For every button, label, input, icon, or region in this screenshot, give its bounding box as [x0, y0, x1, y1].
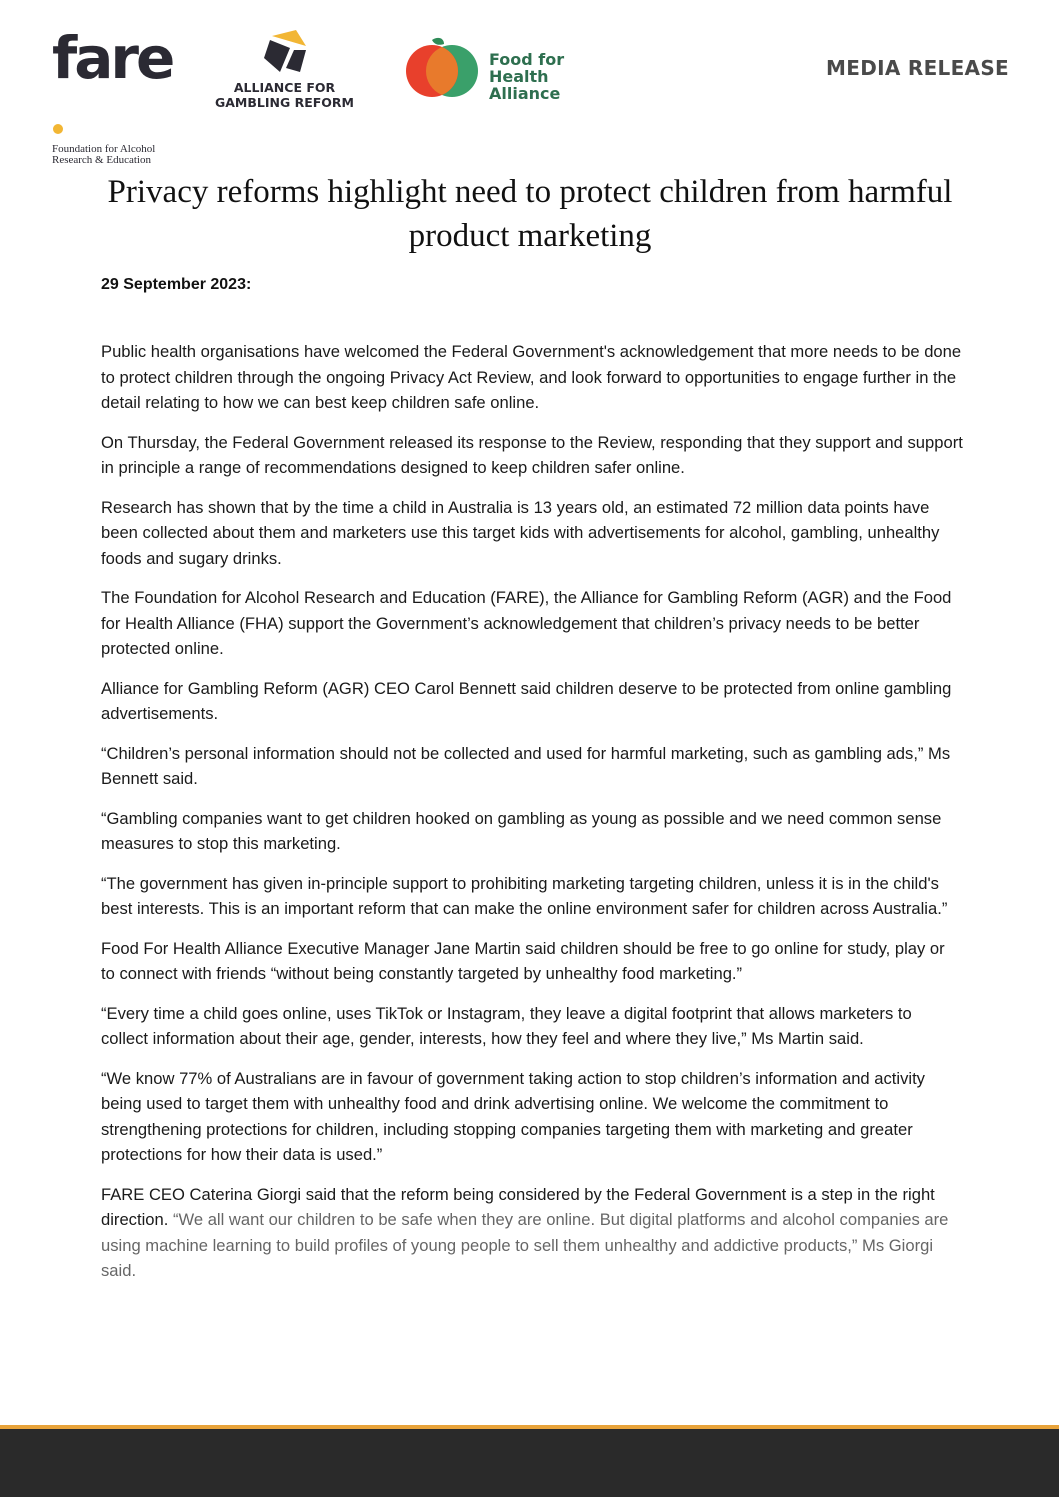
agr-logo — [212, 28, 357, 110]
agr-logo-text: ALLIANCE FOR GAMBLING REFORM — [215, 80, 354, 110]
fha-logo-text: Food for Health Alliance — [489, 50, 565, 103]
media-release-label: MEDIA RELEASE — [826, 56, 1009, 80]
paragraph: Public health organisations have welcomed the Federal Government's acknowledgement that more needs to be done to protect children through the ongoing Privacy Act Review, and look forward to opportunities to engage further in the detail relating to how we can best keep children safe online. — [101, 342, 962, 412]
fha-apple-icon — [404, 34, 484, 104]
paragraph: “We know 77% of Australians are in favour of government taking action to stop children’s information and activity being used to target them with unhealthy food and drink advertising online. We welcome the commitment to strengthening protections for children, including stopping companies targeting them with marketing and greater protections for how their data is used.” — [101, 1068, 925, 1164]
paragraph: “Every time a child goes online, uses TikTok or Instagram, they leave a digital footprint that allows marketers to collect information about their age, gender, interests, how they feel and where they live,” Ms Martin said. — [101, 1003, 912, 1048]
paragraph: On Thursday, the Federal Government released its response to the Review, responding that they support and support in principle a range of recommendations designed to keep children safer online. — [101, 432, 963, 477]
fare-logo-word: fare — [52, 24, 173, 92]
fare-logo — [52, 24, 173, 166]
paragraph: Alliance for Gambling Reform (AGR) CEO Carol Bennett said children deserve to be protected from online gambling advertisements. — [101, 678, 952, 723]
article-body — [101, 339, 963, 1298]
paragraph: Research has shown that by the time a child in Australia is 13 years old, an estimated 72 million data points have been collected about them and marketers use this target kids with advertisements for alcohol, gambling, unhealthy foods and sugary drinks. — [101, 497, 940, 568]
page-title: Privacy reforms highlight need to protect children from harmful product marketing — [107, 174, 953, 254]
fha-logo — [404, 34, 579, 104]
agr-emblem-icon — [260, 28, 310, 76]
fare-logo-subtitle: Foundation for Alcohol Research & Education — [52, 143, 156, 166]
paragraph: Food For Health Alliance Executive Manager Jane Martin said children should be free to go online for study, play or to connect with friends “without being constantly targeted by unhealthy food marketing.” — [101, 938, 945, 983]
paragraph-final — [101, 1182, 963, 1284]
footer-bar — [0, 1429, 1059, 1497]
paragraph: The Foundation for Alcohol Research and Education (FARE), the Alliance for Gambling Reform (AGR) and the Food for Health Alliance (FHA) support the Government’s acknowledgement that children’s privacy needs to be better protected online. — [101, 588, 952, 658]
paragraph: “The government has given in-principle support to prohibiting marketing targeting children, unless it is in the child's best interests. This is an important reform that can make the online environment safer for children across Australia.” — [101, 873, 948, 918]
paragraph-quote: “We all want our children to be safe when they are online. But digital platforms and alcohol companies are using machine learning to build profiles of young people to sell them unhealthy and addictive products,” Ms Giorgi said. — [101, 1210, 949, 1280]
fare-logo-dot-icon — [53, 124, 63, 134]
paragraph: “Children’s personal information should not be collected and used for harmful marketing, such as gambling ads,” Ms Bennett said. — [101, 743, 951, 788]
header — [0, 0, 1059, 166]
paragraph: “Gambling companies want to get children hooked on gambling as young as possible and we need common sense measures to stop this marketing. — [101, 808, 942, 853]
paragraph-lead: FARE CEO Caterina Giorgi said that the reform being considered by the Federal Government is a step in the right direction. — [101, 1184, 935, 1229]
release-date: 29 September 2023: — [101, 276, 252, 293]
